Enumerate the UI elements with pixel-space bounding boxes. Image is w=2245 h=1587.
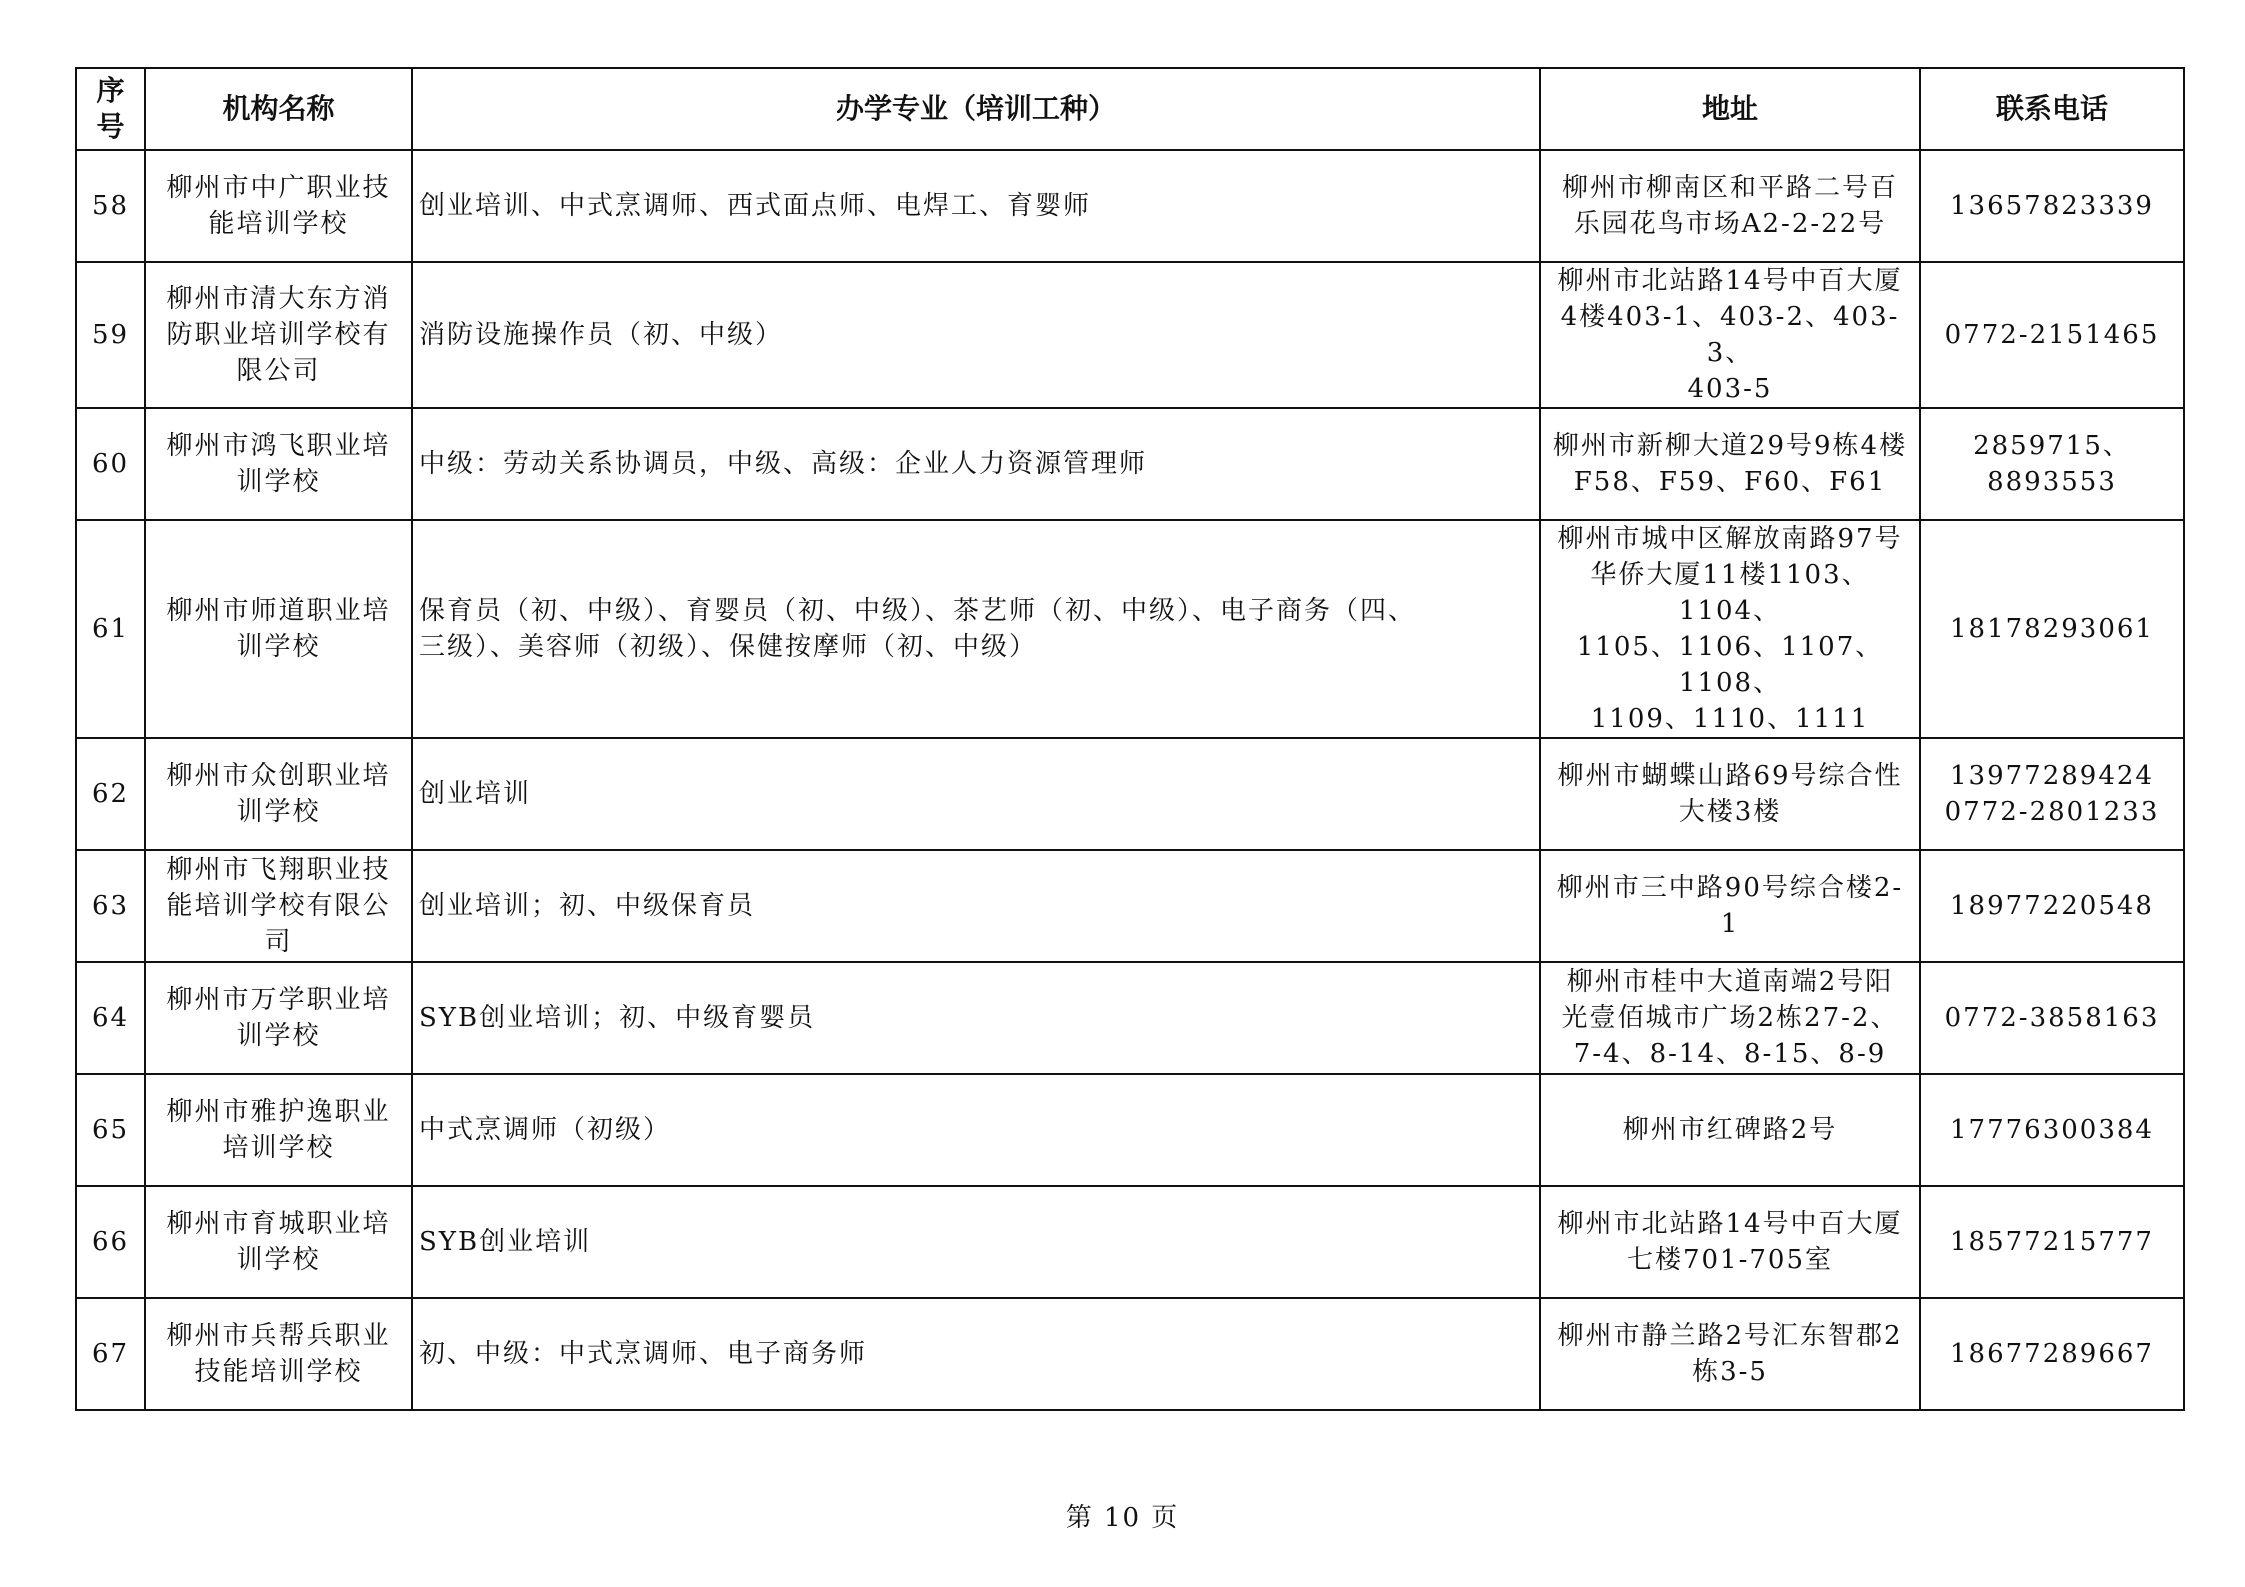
- cell-major: [412, 962, 1540, 1074]
- cell-phone-line: 18677289667: [1950, 1339, 2154, 1369]
- cell-institution-name: [145, 262, 412, 408]
- cell-major: [412, 738, 1540, 850]
- table-row: [76, 962, 2184, 1074]
- cell-phone: [1920, 520, 2184, 738]
- cell-address: [1540, 738, 1920, 850]
- cell-address-line: 柳州市桂中大道南端2号阳: [1566, 967, 1894, 997]
- header-address: 地址: [1540, 68, 1920, 150]
- cell-major-line: 初、中级：中式烹调师、电子商务师: [419, 1339, 868, 1369]
- cell-major-line: 中式烹调师（初级）: [419, 1115, 672, 1145]
- cell-phone: [1920, 1186, 2184, 1298]
- cell-institution-name-line: 柳州市万学职业培: [166, 985, 391, 1015]
- cell-address-line: 柳州市北站路14号中百大厦: [1557, 266, 1903, 296]
- cell-address-line: 七楼701-705室: [1626, 1245, 1834, 1275]
- table-body: [76, 150, 2184, 1410]
- cell-institution-name-line: 柳州市清大东方消: [166, 284, 391, 314]
- cell-institution-name: [145, 520, 412, 738]
- cell-institution-name-line: 司: [264, 927, 293, 957]
- table-row: [76, 520, 2184, 738]
- cell-major-line: 中级：劳动关系协调员，中级、高级：企业人力资源管理师: [419, 449, 1148, 479]
- cell-address-line: 403-5: [1687, 374, 1773, 404]
- cell-phone: [1920, 962, 2184, 1074]
- cell-phone-line: 0772-3858163: [1944, 1003, 2160, 1033]
- header-name: 机构名称: [145, 68, 412, 150]
- cell-major: [412, 520, 1540, 738]
- cell-institution-name-line: 柳州市兵帮兵职业: [166, 1321, 391, 1351]
- cell-phone: [1920, 738, 2184, 850]
- header-major: 办学专业（培训工种）: [412, 68, 1540, 150]
- cell-major: [412, 1298, 1540, 1410]
- cell-phone-line: 0772-2801233: [1944, 797, 2160, 827]
- cell-phone-line: 0772-2151465: [1944, 320, 2160, 350]
- table-row: [76, 408, 2184, 520]
- cell-major-line: 三级）、美容师（初级）、保健按摩师（初、中级）: [419, 632, 1038, 662]
- header-num: 序号: [76, 68, 145, 150]
- cell-institution-name-line: 柳州市众创职业培: [166, 761, 391, 791]
- cell-address: [1540, 262, 1920, 408]
- cell-phone-line: 2859715、8893553: [1973, 431, 2131, 497]
- cell-major: [412, 150, 1540, 262]
- table-row: [76, 1298, 2184, 1410]
- institution-table: [75, 67, 2185, 1411]
- cell-phone-line: 13977289424: [1950, 761, 2154, 791]
- cell-major-line: SYB创业培训；初、中级育婴员: [419, 1003, 816, 1033]
- cell-address: [1540, 1298, 1920, 1410]
- cell-address-line: 柳州市静兰路2号汇东智郡2: [1557, 1321, 1903, 1351]
- cell-address: [1540, 1074, 1920, 1186]
- cell-address-line: 柳州市蝴蝶山路69号综合性: [1557, 761, 1903, 791]
- cell-phone-line: 18977220548: [1950, 891, 2154, 921]
- cell-num: 58: [76, 150, 145, 262]
- cell-address-line: 柳州市柳南区和平路二号百: [1561, 173, 1898, 203]
- cell-institution-name-line: 柳州市雅护逸职业: [166, 1097, 391, 1127]
- cell-institution-name-line: 柳州市师道职业培: [166, 596, 391, 626]
- cell-phone: [1920, 850, 2184, 962]
- cell-institution-name-line: 训学校: [236, 632, 321, 662]
- cell-num: 65: [76, 1074, 145, 1186]
- cell-institution-name: [145, 1074, 412, 1186]
- cell-address-line: 栋3-5: [1692, 1357, 1768, 1387]
- cell-address: [1540, 962, 1920, 1074]
- cell-address-line: F58、F59、F60、F61: [1573, 467, 1887, 497]
- cell-institution-name-line: 培训学校: [222, 1133, 335, 1163]
- cell-institution-name: [145, 408, 412, 520]
- cell-address-line: 柳州市城中区解放南路97号: [1557, 524, 1903, 554]
- cell-institution-name-line: 限公司: [236, 356, 321, 386]
- cell-major-line: 消防设施操作员（初、中级）: [419, 320, 784, 350]
- cell-address: [1540, 850, 1920, 962]
- page-number: 第 10 页: [1065, 1503, 1180, 1533]
- cell-num: 63: [76, 850, 145, 962]
- table-row: [76, 738, 2184, 850]
- cell-num: 67: [76, 1298, 145, 1410]
- cell-phone-line: 17776300384: [1950, 1115, 2154, 1145]
- cell-major-line: 创业培训: [419, 779, 532, 809]
- cell-phone: [1920, 262, 2184, 408]
- cell-major: [412, 262, 1540, 408]
- cell-address-line: 1: [1720, 909, 1740, 939]
- cell-address-line: 1105、1106、1107、1108、: [1576, 632, 1884, 698]
- cell-institution-name: [145, 962, 412, 1074]
- table-row: [76, 1186, 2184, 1298]
- cell-institution-name-line: 柳州市鸿飞职业培: [166, 431, 391, 461]
- cell-address-line: 乐园花鸟市场A2-2-22号: [1573, 209, 1887, 239]
- cell-institution-name-line: 技能培训学校: [194, 1357, 363, 1387]
- cell-num: 66: [76, 1186, 145, 1298]
- cell-address: [1540, 1186, 1920, 1298]
- cell-major: [412, 850, 1540, 962]
- table-row: [76, 262, 2184, 408]
- cell-institution-name: [145, 150, 412, 262]
- cell-institution-name-line: 训学校: [236, 1245, 321, 1275]
- cell-major-line: 创业培训、中式烹调师、西式面点师、电焊工、育婴师: [419, 191, 1092, 221]
- cell-institution-name: [145, 738, 412, 850]
- cell-address: [1540, 408, 1920, 520]
- cell-institution-name-line: 训学校: [236, 797, 321, 827]
- cell-num: 61: [76, 520, 145, 738]
- cell-phone-line: 18577215777: [1950, 1227, 2154, 1257]
- cell-address-line: 大楼3楼: [1678, 797, 1782, 827]
- cell-institution-name: [145, 1186, 412, 1298]
- cell-phone-line: 13657823339: [1950, 191, 2154, 221]
- cell-phone-line: 18178293061: [1950, 614, 2154, 644]
- cell-major-line: 保育员（初、中级）、育婴员（初、中级）、茶艺师（初、中级）、电子商务（四、: [419, 596, 1417, 626]
- cell-address: [1540, 520, 1920, 738]
- cell-phone: [1920, 1074, 2184, 1186]
- cell-major-line: SYB创业培训: [419, 1227, 592, 1257]
- cell-institution-name-line: 防职业培训学校有: [166, 320, 391, 350]
- header-phone: 联系电话: [1920, 68, 2184, 150]
- cell-num: 60: [76, 408, 145, 520]
- cell-address-line: 华侨大厦11楼1103、1104、: [1590, 560, 1870, 626]
- cell-institution-name-line: 训学校: [236, 467, 321, 497]
- cell-institution-name-line: 柳州市飞翔职业技: [166, 855, 391, 885]
- cell-institution-name-line: 柳州市中广职业技: [166, 173, 391, 203]
- cell-address-line: 柳州市红碑路2号: [1622, 1115, 1838, 1145]
- table-header-row: [76, 68, 2184, 150]
- table-row: [76, 850, 2184, 962]
- cell-address-line: 柳州市北站路14号中百大厦: [1557, 1209, 1903, 1239]
- cell-phone: [1920, 408, 2184, 520]
- cell-major-line: 创业培训；初、中级保育员: [419, 891, 756, 921]
- cell-num: 62: [76, 738, 145, 850]
- cell-num: 59: [76, 262, 145, 408]
- cell-phone: [1920, 1298, 2184, 1410]
- cell-address-line: 光壹佰城市广场2栋27-2、: [1561, 1003, 1899, 1033]
- table-row: [76, 150, 2184, 262]
- cell-address: [1540, 150, 1920, 262]
- cell-num: 64: [76, 962, 145, 1074]
- cell-institution-name-line: 柳州市育城职业培: [166, 1209, 391, 1239]
- cell-address-line: 柳州市三中路90号综合楼2-: [1556, 873, 1904, 903]
- cell-major: [412, 1186, 1540, 1298]
- cell-major: [412, 408, 1540, 520]
- cell-institution-name: [145, 1298, 412, 1410]
- cell-address-line: 7-4、8-14、8-15、8-9: [1573, 1039, 1887, 1069]
- cell-institution-name-line: 训学校: [236, 1021, 321, 1051]
- cell-phone: [1920, 150, 2184, 262]
- cell-institution-name: [145, 850, 412, 962]
- table-row: [76, 1074, 2184, 1186]
- cell-address-line: 1109、1110、1111: [1590, 704, 1870, 734]
- cell-institution-name-line: 能培训学校有限公: [166, 891, 391, 921]
- cell-address-line: 4楼403-1、403-2、403-3、: [1560, 302, 1900, 368]
- cell-institution-name-line: 能培训学校: [208, 209, 349, 239]
- cell-address-line: 柳州市新柳大道29号9栋4楼: [1552, 431, 1908, 461]
- cell-major: [412, 1074, 1540, 1186]
